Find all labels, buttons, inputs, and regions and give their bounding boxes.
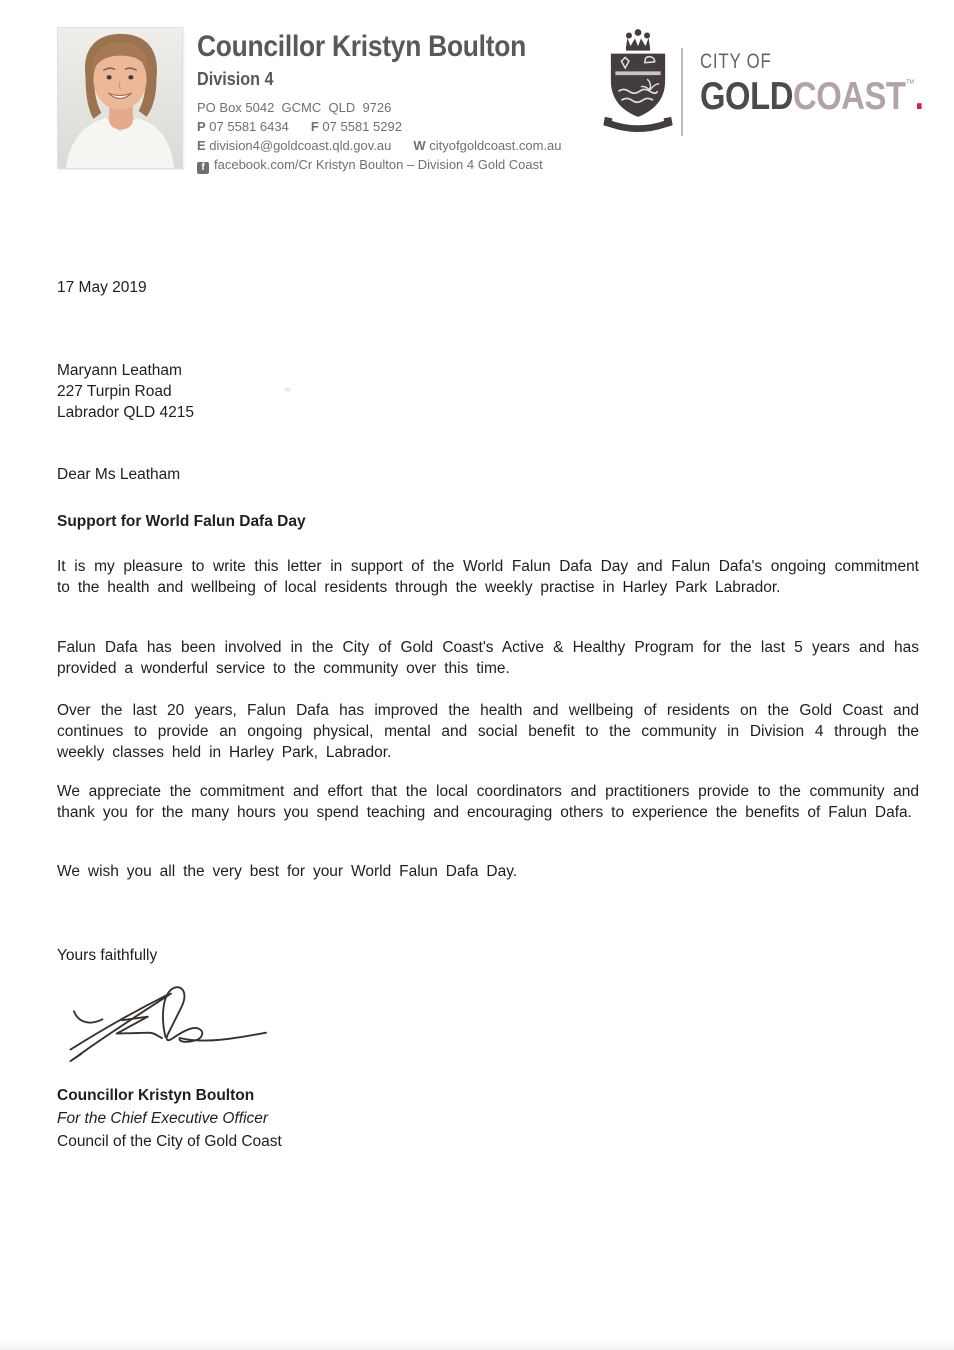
email-web-line [197, 136, 571, 155]
phone-number: 07 5581 6434 [209, 119, 289, 134]
po-box-line: PO Box 5042 GCMC QLD 9726 [197, 100, 392, 115]
facebook-icon: f [197, 162, 209, 174]
division-label: Division 4 [197, 69, 274, 89]
fax-label: F [310, 119, 319, 134]
subject-line: Support for World Falun Dafa Day [57, 513, 306, 530]
paragraph-1: It is my pleasure to write this letter in support of the World Falun Dafa Day and Falun Dafa's ongoing commitment to the health and wellbeing of local residents through the weekly practise in Harley Park Labrador. [57, 558, 919, 596]
contact-block [197, 98, 571, 174]
portrait-illustration [58, 28, 182, 168]
councillor-name: Councillor Kristyn Boulton [197, 30, 526, 63]
email-address: division4@goldcoast.qld.gov.au [209, 138, 392, 153]
recipient-name: Maryann Leatham [57, 362, 182, 379]
recipient-address [57, 360, 194, 423]
brand-dot: . [914, 75, 924, 118]
logo-divider [681, 48, 683, 136]
phone-fax-line [197, 117, 571, 136]
paragraph-5: We wish you all the very best for your World Falun Dafa Day. [57, 863, 518, 880]
letterhead-info [197, 30, 571, 174]
signoff-organisation: Council of the City of Gold Coast [57, 1133, 282, 1150]
phone-label: P [197, 119, 206, 134]
paragraph-2: Falun Dafa has been involved in the City of Gold Coast's Active & Healthy Program for the last 5 years and has provided a wonderful service to the community over this time. [57, 639, 919, 677]
letter-date: 17 May 2019 [57, 279, 147, 296]
goldcoast-label: GOLDCOAST™. [700, 75, 924, 118]
scan-artifact [283, 386, 292, 393]
recipient-street: 227 Turpin Road [57, 383, 172, 400]
signoff-role: For the Chief Executive Officer [57, 1110, 269, 1127]
signoff-block [57, 1085, 282, 1152]
councillor-photo [57, 27, 183, 169]
trademark-symbol: ™ [905, 78, 915, 90]
paragraph-4: We appreciate the commitment and effort that the local coordinators and practitioners provide to the community and thank you for the many hours you spend teaching and encouraging others to experience the benefits of Falun Dafa. [57, 783, 919, 821]
facebook-address: facebook.com/Cr Kristyn Boulton – Division 4 Gold Coast [214, 157, 543, 172]
page-edge-shadow [0, 1341, 954, 1350]
signature-illustration [55, 982, 285, 1062]
handwritten-signature [55, 982, 285, 1062]
email-label: E [197, 138, 206, 153]
crest-illustration [600, 28, 676, 132]
paragraph-3: Over the last 20 years, Falun Dafa has improved the health and wellbeing of residents on the Gold Coast and continues to provide an ongoing physical, mental and social benefit to the community in Division 4 through the weekly classes held in Harley Park, Labrador. [57, 702, 919, 761]
web-label: W [413, 138, 426, 153]
facebook-line [197, 155, 571, 174]
city-of-label: CITY OF [700, 50, 772, 73]
salutation: Dear Ms Leatham [57, 466, 181, 483]
signoff-name: Councillor Kristyn Boulton [57, 1087, 255, 1104]
recipient-suburb: Labrador QLD 4215 [57, 404, 195, 421]
gold-coast-wordmark [700, 50, 954, 119]
web-address: cityofgoldcoast.com.au [429, 138, 562, 153]
closing: Yours faithfully [57, 947, 158, 964]
city-crest-logo [600, 28, 676, 132]
fax-number: 07 5581 5292 [322, 119, 402, 134]
